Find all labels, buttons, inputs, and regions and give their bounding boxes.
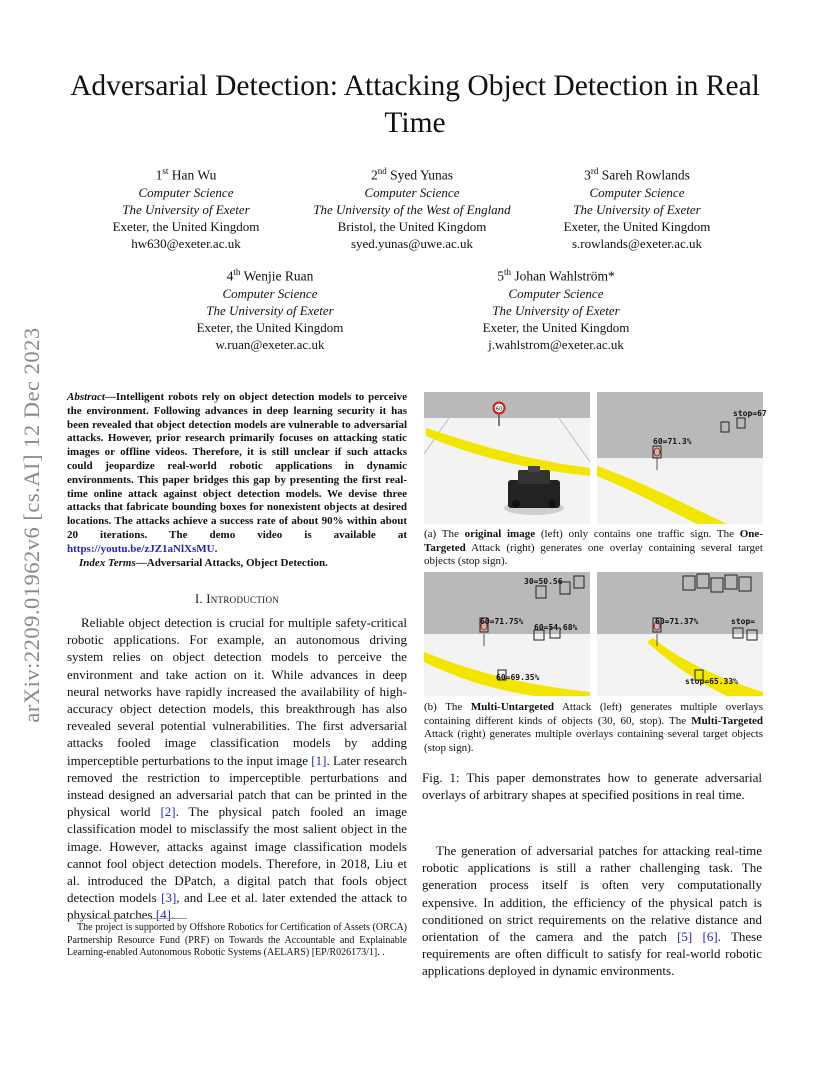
intro-text: Reliable object detection is crucial for multiple safety-critical robotic applications. For example, an autonomous driving system relies on object detection models to perceive the environment and take action on it. While advances in deep neural networks have rapidly increased the availability of high-accuracy object detection models, this breakthrough has also revealed several potential vulnerabilities. The first adversarial attacks fooled image classification models by adding imperceptible perturbations to the input image xyxy=(67,615,407,768)
author-sup: st xyxy=(162,166,169,176)
det-label: 60=54.68% xyxy=(534,623,578,632)
citation-link[interactable]: [6] xyxy=(702,929,718,945)
author-inst: The University of Exeter xyxy=(206,302,334,318)
author-block-4 xyxy=(170,264,370,353)
caption-text: (a) The xyxy=(424,528,465,540)
caption-bold: Multi-Untargeted xyxy=(470,701,554,713)
author-dept: Computer Science xyxy=(589,184,685,200)
author-block-5 xyxy=(456,264,656,353)
author-dept: Computer Science xyxy=(222,285,318,301)
abstract-end: . xyxy=(214,542,218,555)
det-label: 60=69.35% xyxy=(496,673,540,682)
author-dept: Computer Science xyxy=(364,184,460,200)
demo-video-link[interactable]: https://youtu.be/zJZ1aNlXsMU xyxy=(67,542,215,555)
citation-link[interactable]: [3] xyxy=(161,890,177,906)
author-name: Sareh Rowlands xyxy=(601,167,690,183)
panel-one-targeted-scene xyxy=(597,392,767,524)
abstract-label: Abstract xyxy=(67,391,105,403)
intro-text: . The physical patch fooled an image classification model to misclassify the most salient object in the image. However, attacks against image classification models cannot fool object detection models. Therefore, in 2018, Liu et al. introduced the DPatch, a digital patch that fools object detection models xyxy=(67,804,407,906)
footnote: The project is supported by Offshore Robotics for Certification of Assets (ORCA) Partnership Resource Fund (PRF) on Towards the Accountable and Explainable Learning-enabled Autonomous Robotic Systems (AELARS) [EP/R026173/1]. . xyxy=(67,922,407,959)
intro-text: , and Lee et al. later extended the attack to physical patches xyxy=(67,890,407,923)
author-loc: Exeter, the United Kingdom xyxy=(196,319,344,335)
author-sup: rd xyxy=(590,166,599,176)
subcaption-a xyxy=(424,528,763,569)
author-inst: The University of Exeter xyxy=(573,201,701,217)
author-dept: Computer Science xyxy=(138,184,234,200)
sign-value: 60 xyxy=(495,406,503,413)
author-ord: 2 xyxy=(371,167,378,183)
caption-text: Attack (right) generates one overlay containing several target objects (stop sign). xyxy=(424,541,763,567)
section-number: I. xyxy=(194,592,207,606)
panel-multi-targeted-scene xyxy=(597,572,763,696)
citation-link[interactable]: [2] xyxy=(160,804,176,820)
paragraph-text: . These requirements are often difficult to satisfy for real-world robotic applications deployed in dynamic environments. xyxy=(422,929,762,979)
author-email: w.ruan@exeter.ac.uk xyxy=(215,336,325,352)
author-name: Johan Wahlström* xyxy=(514,268,615,284)
section-heading xyxy=(67,592,407,607)
figure-panel-multi-untargeted xyxy=(424,572,590,696)
det-label: stop= xyxy=(731,617,756,626)
citation-link[interactable]: [5] xyxy=(677,929,693,945)
author-block-1 xyxy=(84,163,288,252)
citation-link[interactable]: [4] xyxy=(155,907,171,923)
author-sup: th xyxy=(504,267,512,277)
paragraph-text xyxy=(692,929,702,944)
det-label: stop=67 xyxy=(733,409,767,418)
caption-text: (b) The xyxy=(424,701,471,713)
author-ord: 3 xyxy=(584,167,591,183)
figure-panel-original xyxy=(424,392,590,524)
paragraph-text: The generation of adversarial patches for attacking real-time robotic applications is still a rather challenging task. The generation process itself is often very computationally expensive. In addition, the efficiency of the physical patch is conditioned on strict requirements on the relative distance and orientation of the camera and the patch xyxy=(422,843,762,945)
intro-paragraph xyxy=(67,614,407,924)
author-email: syed.yunas@uwe.ac.uk xyxy=(350,235,474,251)
subcaption-b xyxy=(424,701,763,755)
caption-text: (left) only contains one traffic sign. The xyxy=(535,528,740,540)
citation-link[interactable]: [1] xyxy=(311,752,327,768)
author-loc: Exeter, the United Kingdom xyxy=(482,319,630,335)
caption-bold: original image xyxy=(464,528,536,540)
index-terms xyxy=(67,556,407,570)
caption-bold: Multi-Targeted xyxy=(691,714,763,727)
author-sup: nd xyxy=(377,166,387,176)
author-block-3 xyxy=(536,163,738,252)
column2-paragraph xyxy=(422,842,762,980)
author-name: Han Wu xyxy=(171,167,217,183)
caption-text: Attack (left) generates multiple overlays containing different kinds of objects (30, 60, stop). The xyxy=(424,701,764,727)
author-ord: 1 xyxy=(155,167,163,183)
intro-text: . Later research removed the restriction to imperceptible perturbations and instead designed an adversarial patch that can be printed in the physical world xyxy=(67,752,407,820)
author-dept: Computer Science xyxy=(508,285,604,301)
author-email: j.wahlstrom@exeter.ac.uk xyxy=(488,336,624,352)
abstract-text: —Intelligent robots rely on object detection models to perceive the environment. Following advances in deep learning security it has been revealed that object detection models are vulnerable to adversarial attacks. However, prior research primarily focuses on attacking static images or offline videos. Therefore, it is still unclear if such attacks could jeopardize real-world robotic applications in dynamic environments. This paper bridges this gap by presenting the first real-time online attack against object detection models. We devise three attacks that fabricate bounding boxes for nonexistent objects at desired locations. The attacks achieve a success rate of about 90% within about 20 iterations. The demo video is available at xyxy=(67,391,407,541)
author-ord: 5 xyxy=(497,268,505,284)
author-loc: Exeter, the United Kingdom xyxy=(563,218,711,234)
caption-text: Attack (right) generates multiple overlays containing several target objects (stop sign). xyxy=(424,728,763,754)
det-label: 30=50.56 xyxy=(524,577,563,586)
figure-panel-one-targeted xyxy=(597,392,767,524)
author-ord: 4 xyxy=(226,268,234,284)
author-name: Syed Yunas xyxy=(390,167,453,183)
section-title: Introduction xyxy=(206,592,280,606)
abstract xyxy=(67,391,407,557)
det-label: stop=65.33% xyxy=(685,677,738,686)
caption-bold: One-Targeted xyxy=(424,528,763,554)
author-block-2 xyxy=(302,163,522,252)
author-sup: th xyxy=(233,267,241,277)
figure-caption: Fig. 1: This paper demonstrates how to generate adversarial overlays of arbitrary shapes at specified positions in real time. xyxy=(422,770,762,802)
index-terms-label: Index Terms xyxy=(79,557,136,569)
paper-title: Adversarial Detection: Attacking Object Detection in Real Time xyxy=(70,70,760,139)
footnote-rule xyxy=(67,918,187,919)
intro-text: . xyxy=(170,907,175,923)
det-label: 60=71.37% xyxy=(655,617,699,626)
figure-panel-multi-targeted xyxy=(597,572,763,696)
author-inst: The University of Exeter xyxy=(122,201,250,217)
arxiv-identifier xyxy=(12,292,52,758)
author-loc: Bristol, the United Kingdom xyxy=(337,218,487,234)
panel-original-scene xyxy=(424,392,590,524)
det-label: 60=71.3% xyxy=(653,437,692,446)
author-loc: Exeter, the United Kingdom xyxy=(112,218,260,234)
author-name: Wenjie Ruan xyxy=(243,268,314,284)
author-inst: The University of the West of England xyxy=(313,201,511,217)
panel-multi-untargeted-scene xyxy=(424,572,590,696)
det-label: 60=71.75% xyxy=(480,617,524,626)
author-email: s.rowlands@exeter.ac.uk xyxy=(571,235,702,251)
arxiv-identifier-text: arXiv:2209.01962v6 [cs.AI] 12 Dec 2023 xyxy=(19,327,44,723)
author-email: hw630@exeter.ac.uk xyxy=(131,235,241,251)
author-inst: The University of Exeter xyxy=(492,302,620,318)
index-terms-text: —Adversarial Attacks, Object Detection. xyxy=(135,557,328,569)
